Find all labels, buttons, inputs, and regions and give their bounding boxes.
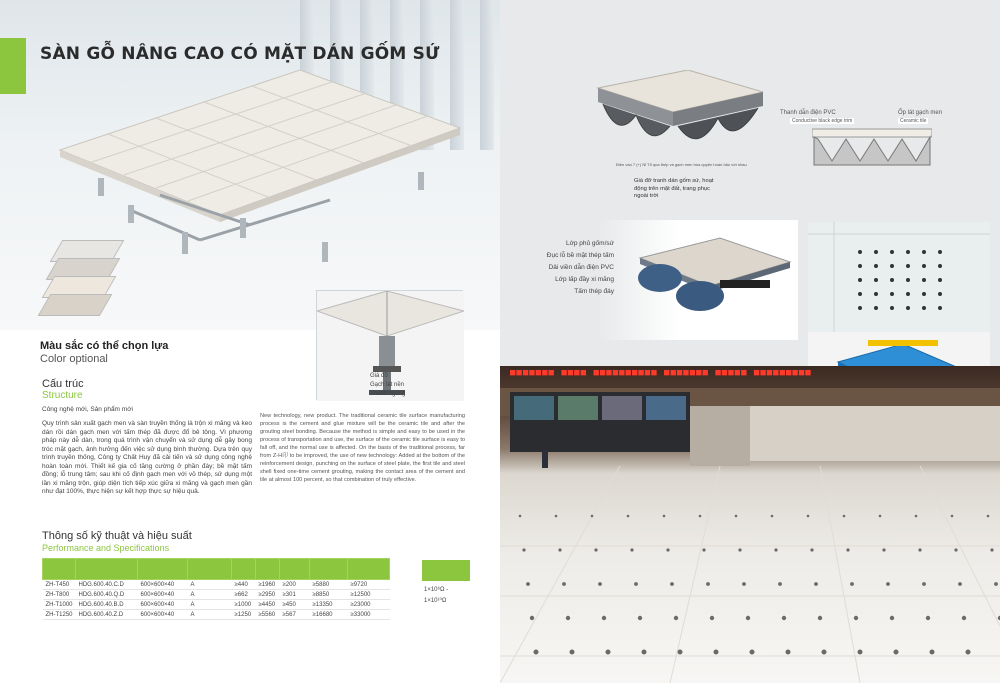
table-body — [43, 580, 390, 620]
floor-vent-hole — [714, 650, 719, 655]
floor-vent-hole — [594, 548, 597, 551]
table-cell: HDG.600.40.Q.D — [76, 590, 138, 600]
perforation-hole — [938, 292, 942, 296]
floor-vent-hole — [858, 650, 863, 655]
floor-vent-hole — [746, 616, 750, 620]
perforation-hole — [922, 306, 926, 310]
floor-vent-hole — [774, 548, 777, 551]
table-cell: ZH-T450 — [43, 580, 76, 590]
table-cell: ≥2950 — [256, 590, 280, 600]
table-cell: ≥301 — [280, 590, 310, 600]
floor-vent-hole — [570, 650, 575, 655]
perforation-hole — [874, 264, 878, 268]
floor-vent-hole — [598, 582, 602, 586]
table-cell: ≥33000 — [348, 610, 390, 620]
perforation-hole — [938, 306, 942, 310]
floor-vent-hole — [782, 616, 786, 620]
table-cell: HDG.600.40.Z.D — [76, 610, 138, 620]
tile-panel-illustration — [578, 70, 768, 170]
floor-vent-hole — [918, 548, 921, 551]
floor-vent-hole — [663, 515, 666, 518]
perforation-hole — [890, 292, 894, 296]
floor-vent-hole — [882, 548, 885, 551]
pvc-label-en: Conductive black edge trim — [792, 118, 853, 124]
floor-vent-hole — [750, 650, 755, 655]
control-room-photo — [500, 366, 1000, 683]
col-header — [188, 559, 232, 580]
floor-vent-hole — [606, 650, 611, 655]
table-cell: ≥200 — [280, 580, 310, 590]
floor-vent-hole — [807, 515, 810, 518]
floor-vent-hole — [822, 650, 827, 655]
inset-label: Giá đỡ — [370, 373, 389, 379]
inset-label: Thanh ngang — [370, 391, 406, 397]
structure-body-en: New technology, new product. The traditional ceramic tile surface manufacturing process is the cement and glue mixture will be the ceramic tile and after the grouting steel bonding. Because the method is simple and easy to be used in the process of transportation and use, the surface of the ceramic tile surface is easy to fall off, and the normal use is affected. On the basis of the traditional process, far from Z-H印 to be improved, the use of new technology: Added at the bottom of the reinforcement design, punching on the surface of steel plate, the first tile and steel shell fixed one-time cement grouting, making the contact area of the cement and tile at almost 100 percent, so that combination of truly effective. — [260, 413, 465, 483]
floor-vent-hole — [638, 616, 642, 620]
floor-vent-hole — [854, 616, 858, 620]
floor-vent-hole — [778, 582, 782, 586]
floor-vent-hole — [786, 650, 791, 655]
perforation-hole — [890, 250, 894, 254]
table-cell: ≥23000 — [348, 600, 390, 610]
floor-vent-hole — [894, 650, 899, 655]
accent-bar — [0, 38, 26, 94]
floor-vent-hole — [591, 515, 594, 518]
col-header — [43, 559, 76, 580]
table-cell: ≥8850 — [310, 590, 348, 600]
specs-table — [42, 558, 390, 620]
floor-vent-hole — [706, 582, 710, 586]
floor-vent-hole — [771, 515, 774, 518]
table-row — [43, 580, 390, 590]
floor-vent-hole — [850, 582, 854, 586]
col-header — [138, 559, 188, 580]
structure-heading-en: Structure — [42, 390, 83, 401]
led-ticker: ■■■■■■■ ■■■■ ■■■■■■■■■■ ■■■■■■■ ■■■■■ ■■■■■■■■■ — [510, 368, 812, 378]
color-caption-en: Color optional — [40, 353, 108, 365]
perforation-hole — [938, 278, 942, 282]
floor-vent-hole — [814, 582, 818, 586]
specs-heading-vi: Thông số kỹ thuật và hiệu suất — [42, 530, 192, 542]
perforated-tile-photo — [808, 222, 990, 332]
floor-vent-hole — [962, 616, 966, 620]
floor-vent-hole — [666, 548, 669, 551]
table-cell: ZH-T1000 — [43, 600, 76, 610]
swatch-beige — [38, 294, 113, 316]
table-cell: A — [188, 580, 232, 590]
structure-body-vi: Quy trình sản xuất gạch men và sàn truyền thống là trộn xi măng và keo dán rồi dán gạch men với tấm thép đã được đổ bê tông. Vì phương pháp này dễ dàn, trong quá trình vận chuyển và sử dụng dễ gây bong tróc mặt gạch, ảnh hưởng đến việc sử dụng bình thường. Dựa trên quy trình truyền thống, Công ty Chất Huy đã cải tiến và sử dụng công nghệ hoàn toàn mới. Thiết kế gia cố tăng cường ở phần đáy; bề mặt tấm đồng; lỗ trung tâm; sau khi cố định gạch men với vỏ thép, sử dụng một lần xi măng trộn, giúp diện tích tiếp xúc giữa xi măng và gạch men gần như đạt 100%, thực hiện sự kết hợp thực sự hiệu quả. — [42, 420, 252, 495]
table-cell: A — [188, 590, 232, 600]
floor-vent-hole — [526, 582, 530, 586]
floor-vent-hole — [534, 650, 539, 655]
floor-vent-hole — [966, 650, 971, 655]
floor-vent-hole — [555, 515, 558, 518]
table-row — [43, 600, 390, 610]
floor-vent-hole — [922, 582, 926, 586]
floor-vent-hole — [519, 515, 522, 518]
perforation-hole — [922, 278, 926, 282]
resistance-header — [422, 560, 470, 581]
floor-vent-hole — [930, 650, 935, 655]
table-cell: 600×600×40 — [138, 610, 188, 620]
floor-vent-hole — [843, 515, 846, 518]
floor-vent-hole — [738, 548, 741, 551]
table-header — [43, 559, 390, 580]
perforation-hole — [858, 306, 862, 310]
table-cell: A — [188, 600, 232, 610]
specs-heading-en: Performance and Specifications — [42, 543, 170, 553]
layer-illustration — [600, 220, 798, 340]
perforation-grid — [808, 222, 990, 332]
floor-vent-hole — [642, 650, 647, 655]
color-swatches — [40, 240, 130, 320]
cross-section-illustration — [812, 125, 932, 173]
perforation-hole — [906, 250, 910, 254]
table-cell: ≥13350 — [310, 600, 348, 610]
floor-vent-hole — [566, 616, 570, 620]
floor-vent-hole — [818, 616, 822, 620]
perforation-hole — [938, 250, 942, 254]
table-cell: ≥1250 — [232, 610, 256, 620]
layer-diagram — [600, 220, 798, 340]
floor-vent-hole — [810, 548, 813, 551]
table-cell: ≥16680 — [310, 610, 348, 620]
inset-labels — [370, 372, 405, 399]
perforation-hole — [906, 292, 910, 296]
perforation-hole — [938, 264, 942, 268]
col-header — [280, 559, 310, 580]
note-bullet: Giá đỡ tranh dán gốm sứ, hoạt động trên mặt đất, trang phục ngoài trời — [634, 178, 714, 199]
perforation-hole — [906, 278, 910, 282]
perforation-hole — [922, 292, 926, 296]
perforation-hole — [858, 292, 862, 296]
floor-vent-hole — [710, 616, 714, 620]
table-cell: ≥1000 — [232, 600, 256, 610]
layer-label: Lớp phủ gốm/sứ — [565, 240, 614, 247]
table-cell: 600×600×40 — [138, 600, 188, 610]
perforation-hole — [922, 264, 926, 268]
floor-vent-hole — [926, 616, 930, 620]
layer-labels — [514, 238, 614, 298]
table-cell: ≥662 — [232, 590, 256, 600]
floor-vent-hole — [522, 548, 525, 551]
floor-vent-hole — [915, 515, 918, 518]
floor-vent-hole — [530, 616, 534, 620]
structure-subtitle: Công nghệ mới, Sản phẩm mới — [42, 406, 133, 413]
floor-vent-hole — [678, 650, 683, 655]
inset-label: Gạch lát nền — [370, 382, 405, 388]
layer-label: Tấm thép đáy — [574, 288, 614, 295]
col-header — [76, 559, 138, 580]
layer-label: Dải viền dẫn điện PVC — [548, 264, 614, 271]
floor-vent-hole — [951, 515, 954, 518]
note-small: Điền vào 7 (+) Nỉ Tổ qua thép và gạch men hòa quyện hoàn hảo với nhau — [616, 162, 747, 167]
floor-vent-hole — [674, 616, 678, 620]
floor-vent-hole — [630, 548, 633, 551]
hall-illustration — [500, 366, 1000, 683]
resistance-value: 1×10¹⁰Ω — [424, 598, 447, 604]
floor-vent-hole — [702, 548, 705, 551]
table-cell: HDG.600.40.C.D — [76, 580, 138, 590]
floor-vent-hole — [890, 616, 894, 620]
floor-vent-hole — [990, 548, 993, 551]
table-cell: ≥1960 — [256, 580, 280, 590]
table-cell: ≥12500 — [348, 590, 390, 600]
floor-vent-hole — [699, 515, 702, 518]
table-cell: ≥440 — [232, 580, 256, 590]
ceramic-label-vi: Ốp lát gạch men — [898, 110, 943, 116]
floor-vent-hole — [627, 515, 630, 518]
table-cell: ≥9720 — [348, 580, 390, 590]
resistance-values — [424, 585, 448, 607]
floor-vent-hole — [670, 582, 674, 586]
table-cell: ≥567 — [280, 610, 310, 620]
table-cell: ≥450 — [280, 600, 310, 610]
perforation-hole — [906, 306, 910, 310]
floor-vent-hole — [954, 548, 957, 551]
perforation-hole — [874, 278, 878, 282]
floor-vent-hole — [735, 515, 738, 518]
pvc-label-vi: Thanh dẫn điện PVC — [780, 110, 836, 116]
floor-vent-hole — [987, 515, 990, 518]
perforation-hole — [874, 306, 878, 310]
floor-vent-hole — [958, 582, 962, 586]
col-header — [310, 559, 348, 580]
floor-vent-hole — [558, 548, 561, 551]
perforation-hole — [906, 264, 910, 268]
perforation-hole — [874, 250, 878, 254]
perforation-hole — [858, 278, 862, 282]
table-cell: ZH-T1250 — [43, 610, 76, 620]
table-cell: 600×600×40 — [138, 580, 188, 590]
floor-vent-hole — [602, 616, 606, 620]
perforation-hole — [858, 264, 862, 268]
table-row — [43, 610, 390, 620]
floor-vent-hole — [886, 582, 890, 586]
floor-vent-hole — [742, 582, 746, 586]
floor-vent-hole — [634, 582, 638, 586]
table-cell: A — [188, 610, 232, 620]
table-cell: ≥5880 — [310, 580, 348, 590]
perforation-hole — [890, 306, 894, 310]
col-header — [232, 559, 256, 580]
col-header — [348, 559, 390, 580]
perforation-hole — [858, 250, 862, 254]
perforation-hole — [922, 250, 926, 254]
floor-vent-hole — [562, 582, 566, 586]
col-header — [256, 559, 280, 580]
color-caption-vi: Màu sắc có thể chọn lựa — [40, 340, 169, 352]
ceramic-label-en: Ceramic tile — [900, 118, 927, 124]
table-cell: 600×600×40 — [138, 590, 188, 600]
resistance-value: 1×10⁶Ω - — [424, 587, 449, 593]
table-cell: ≥4450 — [256, 600, 280, 610]
table-cell: ZH-T800 — [43, 590, 76, 600]
floor-vent-hole — [846, 548, 849, 551]
layer-label: Đục lỗ bề mặt thép tấm — [546, 252, 614, 259]
layer-label: Lớp lấp đầy xi măng — [555, 276, 614, 283]
page-title: SÀN GỖ NÂNG CAO CÓ MẶT DÁN GỐM SỨ — [40, 44, 440, 64]
perforation-hole — [874, 292, 878, 296]
table-row — [43, 590, 390, 600]
floor-vent-hole — [879, 515, 882, 518]
table-cell: ≥5560 — [256, 610, 280, 620]
floor-vent-hole — [994, 582, 998, 586]
structure-heading-vi: Cấu trúc — [42, 378, 84, 390]
perforation-hole — [890, 278, 894, 282]
perforation-hole — [890, 264, 894, 268]
table-cell: HDG.600.40.B.D — [76, 600, 138, 610]
